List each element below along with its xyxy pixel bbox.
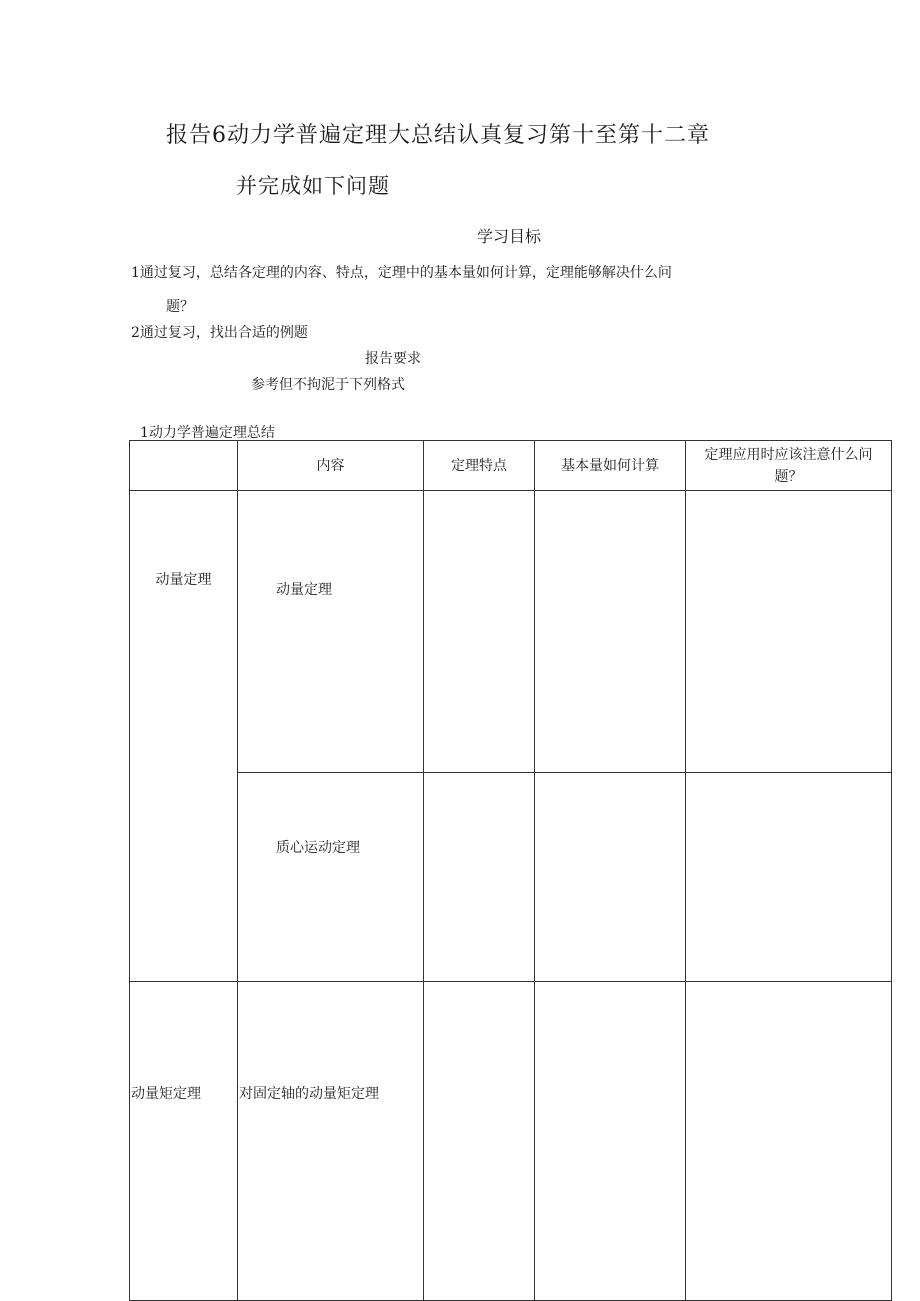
notes-cell[interactable] [686, 773, 892, 982]
goal-item-1-continued: 题？ [166, 299, 194, 315]
features-cell[interactable] [424, 982, 535, 1301]
page-subtitle: 并完成如下问题 [236, 174, 390, 198]
table-header-row [130, 441, 892, 491]
table-caption: 1动力学普遍定理总结 [140, 425, 275, 441]
requirements-heading: 报告要求 [365, 351, 421, 367]
content-cell: 质心运动定理 [238, 773, 424, 982]
calculation-cell[interactable] [535, 773, 686, 982]
page-title: 报告6动力学普遍定理大总结认真复习第十至第十二章 [166, 123, 710, 148]
goal-item-1: 1通过复习，总结各定理的内容、特点，定理中的基本量如何计算，定理能够解决什么问 [131, 265, 672, 281]
header-cell-content: 内容 [238, 441, 424, 491]
content-cell: 动量定理 [238, 491, 424, 773]
content-cell: 对固定轴的动量矩定理 [238, 982, 424, 1301]
group-label-momentum: 动量定理 [130, 491, 238, 982]
calculation-cell[interactable] [535, 982, 686, 1301]
table-row [130, 773, 892, 982]
table-row [130, 491, 892, 773]
calculation-cell[interactable] [535, 491, 686, 773]
header-cell-calculation: 基本量如何计算 [535, 441, 686, 491]
header-cell-features: 定理特点 [424, 441, 535, 491]
requirements-note: 参考但不拘泥于下列格式 [251, 377, 405, 393]
goals-heading: 学习目标 [477, 227, 542, 246]
notes-cell[interactable] [686, 491, 892, 773]
summary-table [129, 440, 892, 1301]
goal-item-2: 2通过复习，找出合适的例题 [131, 325, 308, 341]
header-cell-empty [130, 441, 238, 491]
notes-cell[interactable] [686, 982, 892, 1301]
features-cell[interactable] [424, 773, 535, 982]
table-row [130, 982, 892, 1301]
header-cell-notes: 定理应用时应该注意什么问题？ [686, 441, 892, 491]
features-cell[interactable] [424, 491, 535, 773]
group-label-angular-momentum: 动量矩定理 [130, 982, 238, 1301]
